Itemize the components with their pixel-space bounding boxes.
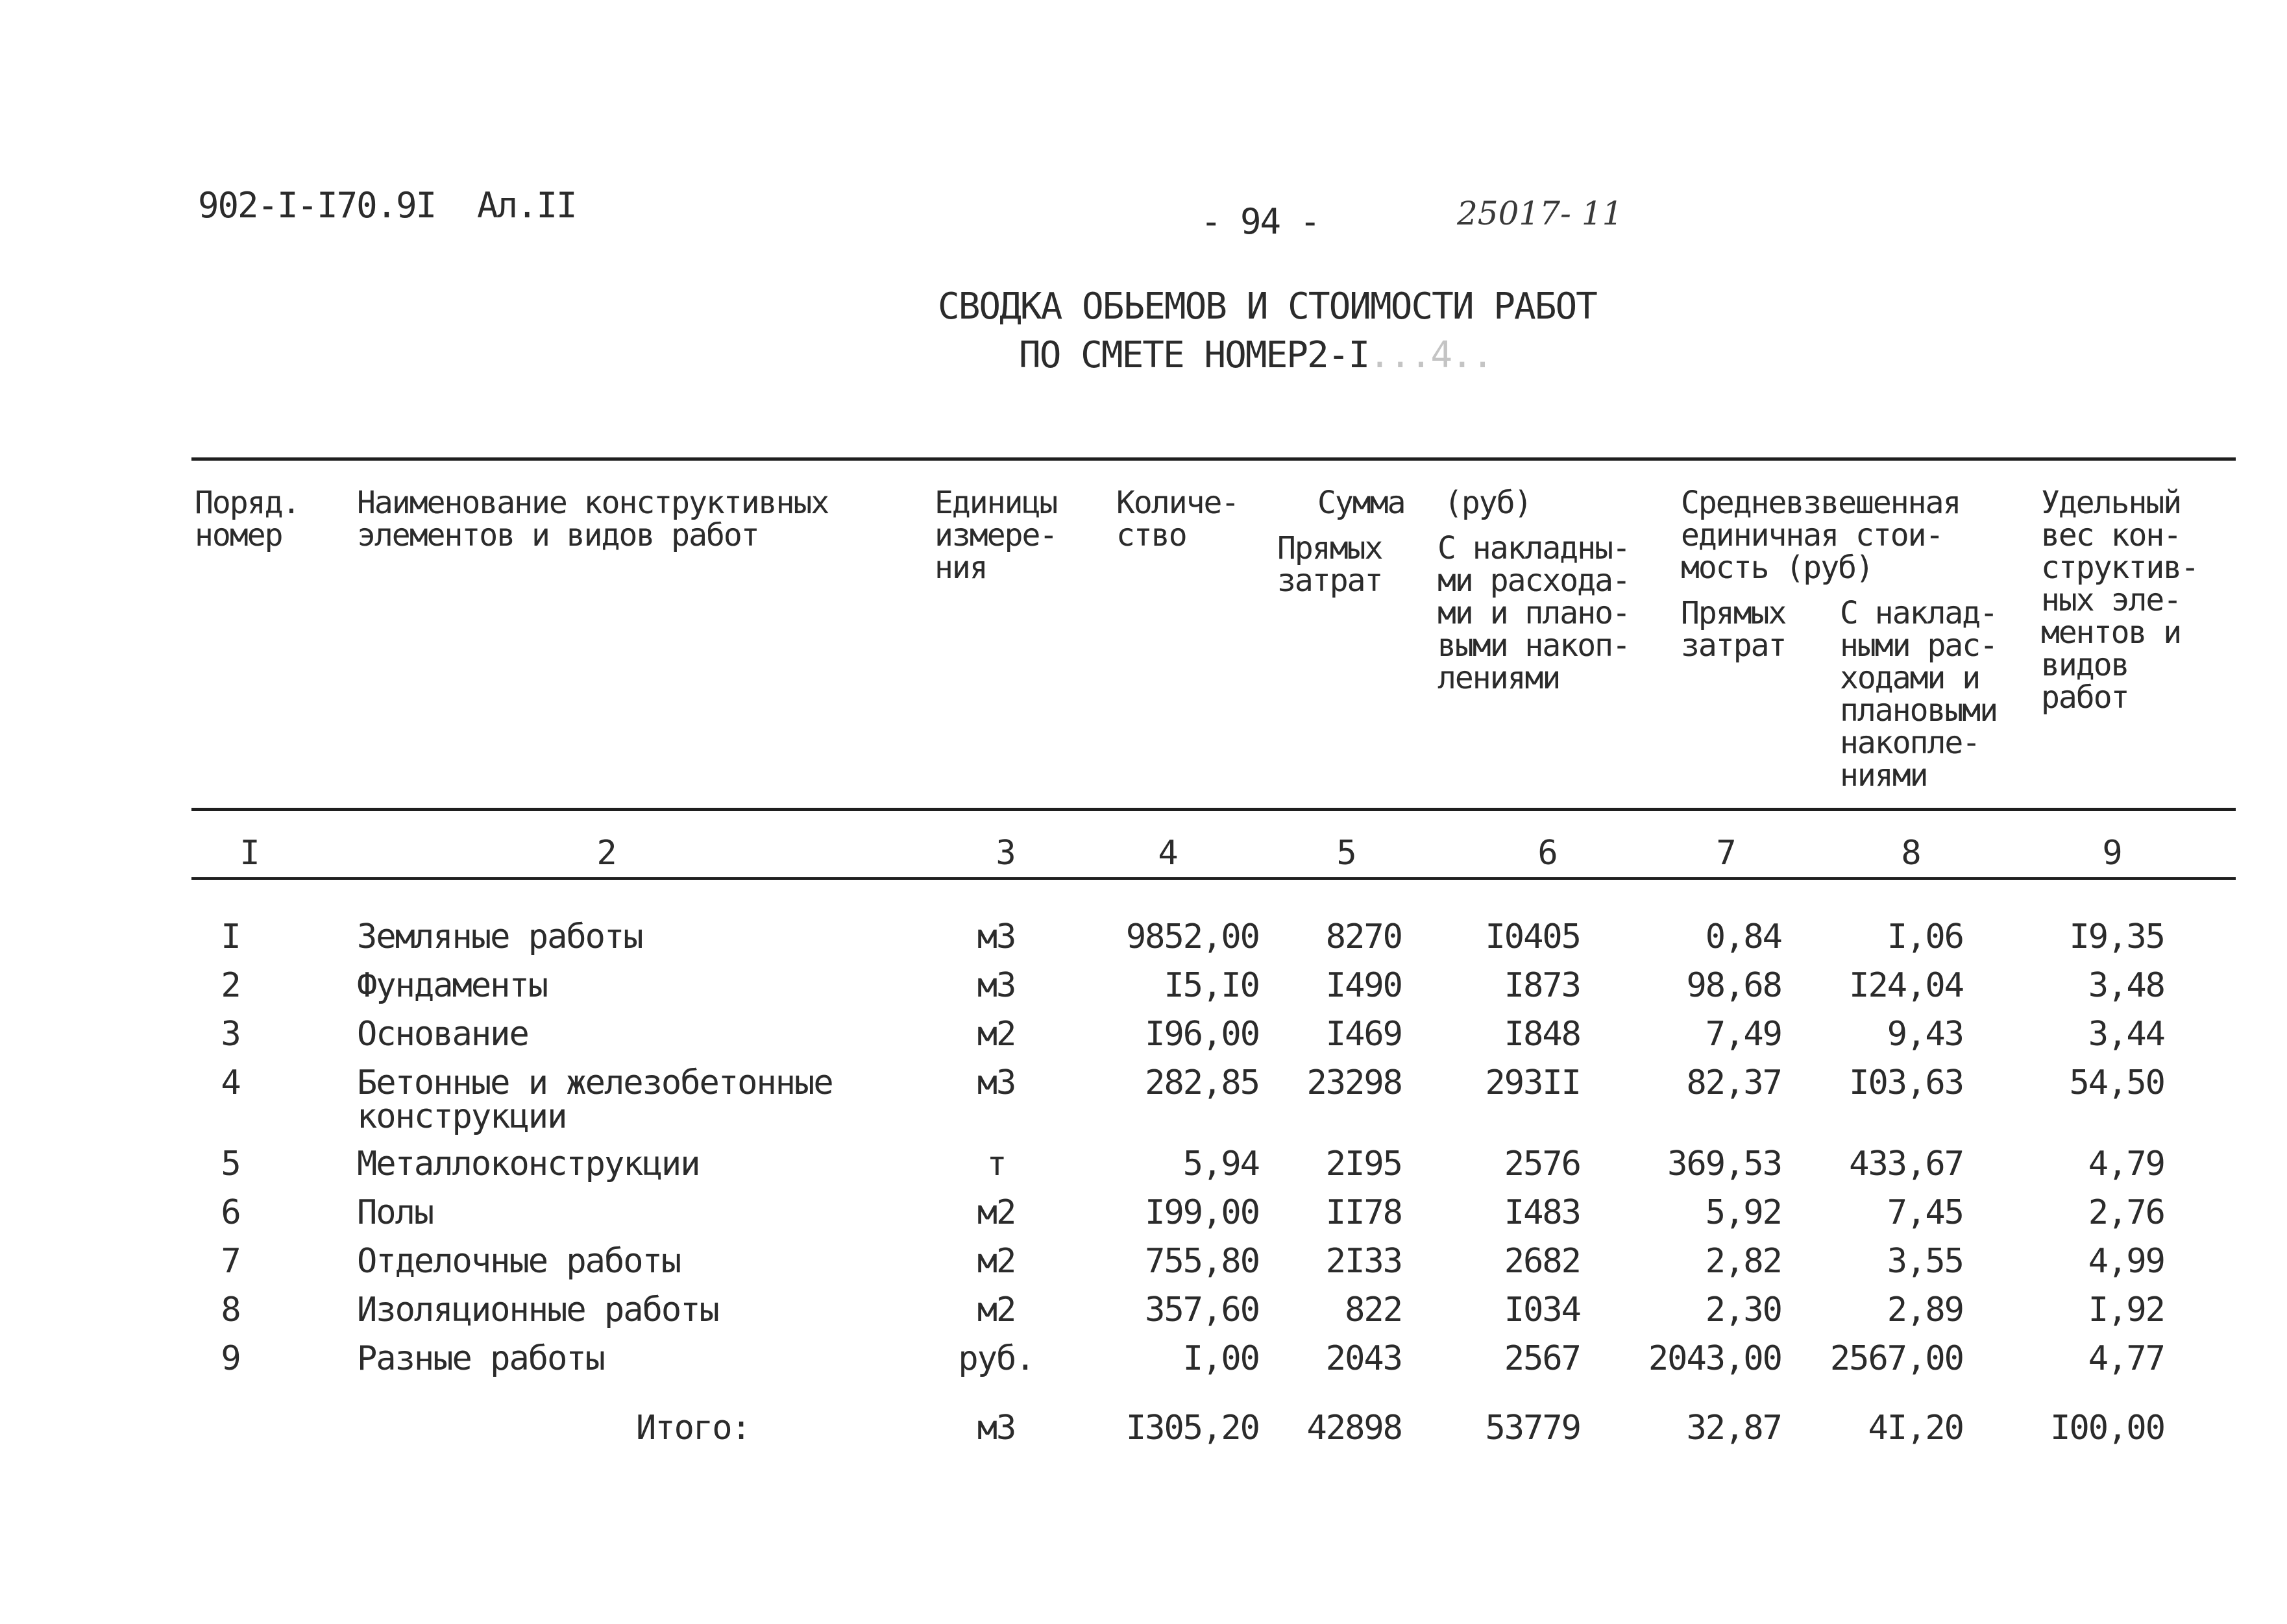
row-share: 2,76	[2088, 1193, 2164, 1232]
row-quantity: 755,80	[1145, 1242, 1259, 1281]
header-bottom-rule	[191, 808, 2236, 811]
header-avg-group: Средневзвешенная единичная стои- мость (руб)	[1681, 485, 1961, 586]
row-quantity: 9852,00	[1125, 917, 1259, 956]
header-avg-direct: Прямых затрат	[1681, 595, 1786, 664]
handwritten-code: 25017- 11	[1457, 195, 1623, 232]
total-avg-direct: 32,87	[1686, 1409, 1781, 1448]
row-avg-with-overhead: 433,67	[1849, 1145, 1963, 1183]
total-label: Итого:	[636, 1409, 750, 1448]
row-unit: т	[986, 1145, 1006, 1183]
header-sum-group-left: Сумма	[1317, 485, 1405, 521]
row-with-overhead: 2576	[1504, 1145, 1580, 1183]
header-quantity: Количе- ство	[1116, 485, 1239, 553]
document-title-line2	[1019, 334, 1492, 376]
row-direct-costs: I469	[1325, 1015, 1402, 1054]
row-number: 5	[221, 1145, 240, 1183]
row-name: Разные работы	[357, 1339, 604, 1378]
row-avg-with-overhead: 3,55	[1887, 1242, 1963, 1281]
row-with-overhead: 2567	[1504, 1339, 1580, 1378]
row-avg-with-overhead: I03,63	[1849, 1063, 1963, 1102]
row-unit: м2	[977, 1242, 1016, 1281]
row-direct-costs: 23298	[1306, 1063, 1402, 1102]
row-name: Полы	[357, 1193, 434, 1232]
row-quantity: I,00	[1182, 1339, 1259, 1378]
total-avg-with-overhead: 4I,20	[1868, 1409, 1963, 1448]
row-avg-direct: 2,30	[1705, 1291, 1781, 1329]
header-with-overhead: С накладны- ми расхода- ми и плано- выми накоп- лениями	[1437, 530, 1630, 696]
row-unit: м2	[977, 1015, 1016, 1054]
row-avg-direct: 5,92	[1705, 1193, 1781, 1232]
total-direct-costs: 42898	[1306, 1409, 1402, 1448]
row-quantity: I5,I0	[1164, 966, 1259, 1005]
row-share: 4,77	[2088, 1339, 2164, 1378]
row-direct-costs: 8270	[1325, 917, 1402, 956]
estimate-number: 2-I	[1307, 334, 1369, 376]
row-number: I	[221, 917, 240, 956]
row-share: 4,79	[2088, 1145, 2164, 1183]
row-share: I,92	[2088, 1291, 2164, 1329]
row-share: 3,44	[2088, 1015, 2164, 1054]
estimate-number-faded: ...4..	[1369, 334, 1493, 376]
header-unit: Единицы измере- ния	[935, 485, 1057, 586]
row-quantity: I96,00	[1145, 1015, 1259, 1054]
row-number: 6	[221, 1193, 240, 1232]
header-row-number: Поряд. номер	[195, 485, 300, 553]
row-quantity: 5,94	[1182, 1145, 1259, 1183]
row-with-overhead: I848	[1504, 1015, 1580, 1054]
header-avg-with-overhead: С наклад- ными рас- ходами и плановыми накопле- ниями	[1840, 595, 1998, 794]
row-number: 7	[221, 1242, 240, 1281]
row-unit: м3	[977, 917, 1016, 956]
row-quantity: 282,85	[1145, 1063, 1259, 1102]
row-name: Отделочные работы	[357, 1242, 681, 1281]
row-quantity: 357,60	[1145, 1291, 1259, 1329]
row-direct-costs: II78	[1325, 1193, 1402, 1232]
row-name: Земляные работы	[357, 917, 642, 956]
column-number: 3	[996, 834, 1016, 873]
column-number: 7	[1716, 834, 1737, 873]
column-number: 6	[1537, 834, 1558, 873]
row-avg-direct: 0,84	[1705, 917, 1781, 956]
row-share: I9,35	[2069, 917, 2164, 956]
row-avg-with-overhead: I,06	[1887, 917, 1963, 956]
column-number: 5	[1336, 834, 1357, 873]
row-avg-with-overhead: 2,89	[1887, 1291, 1963, 1329]
page-number: - 94 -	[1201, 201, 1320, 242]
column-number: 4	[1158, 834, 1179, 873]
row-number: 2	[221, 966, 240, 1005]
row-avg-direct: 82,37	[1686, 1063, 1781, 1102]
row-with-overhead: 293II	[1485, 1063, 1580, 1102]
row-name: Изоляционные работы	[357, 1291, 718, 1329]
row-quantity: I99,00	[1145, 1193, 1259, 1232]
row-direct-costs: 2I33	[1325, 1242, 1402, 1281]
album-number: Ал.II	[477, 185, 576, 226]
row-number: 4	[221, 1063, 240, 1102]
row-unit: руб.	[958, 1339, 1034, 1378]
row-name: Фундаменты	[357, 966, 548, 1005]
total-unit: м3	[977, 1409, 1016, 1448]
row-avg-with-overhead: 2567,00	[1829, 1339, 1963, 1378]
row-number: 3	[221, 1015, 240, 1054]
row-name: Металлоконструкции	[357, 1145, 700, 1183]
row-avg-direct: 2,82	[1705, 1242, 1781, 1281]
row-name: Бетонные и железобетонные конструкции	[357, 1063, 833, 1136]
total-with-overhead: 53779	[1485, 1409, 1580, 1448]
row-direct-costs: I490	[1325, 966, 1402, 1005]
header-element-name: Наименование конструктивных элементов и видов работ	[357, 485, 829, 553]
total-quantity: I305,20	[1125, 1409, 1259, 1448]
row-avg-with-overhead: I24,04	[1849, 966, 1963, 1005]
header-sum-group-right: (руб)	[1444, 485, 1532, 521]
row-avg-direct: 2043,00	[1648, 1339, 1781, 1378]
column-number: 2	[596, 834, 617, 873]
column-number: 8	[1901, 834, 1922, 873]
row-avg-direct: 369,53	[1667, 1145, 1781, 1183]
table-top-rule	[191, 457, 2236, 461]
row-with-overhead: 2682	[1504, 1242, 1580, 1281]
column-number-rule	[191, 877, 2236, 880]
row-share: 54,50	[2069, 1063, 2164, 1102]
row-with-overhead: I873	[1504, 966, 1580, 1005]
row-unit: м3	[977, 966, 1016, 1005]
row-with-overhead: I483	[1504, 1193, 1580, 1232]
row-direct-costs: 822	[1345, 1291, 1402, 1329]
header-direct-costs: Прямых затрат	[1277, 530, 1382, 599]
total-share: I00,00	[2050, 1409, 2164, 1448]
row-share: 4,99	[2088, 1242, 2164, 1281]
row-with-overhead: I034	[1504, 1291, 1580, 1329]
row-avg-with-overhead: 9,43	[1887, 1015, 1963, 1054]
row-avg-direct: 7,49	[1705, 1015, 1781, 1054]
document-code: 902-I-I70.9I	[198, 185, 436, 226]
row-with-overhead: I0405	[1485, 917, 1580, 956]
column-number: I	[239, 834, 260, 873]
document-title-line1: СВОДКА ОБЬЕМОВ И СТОИМОСТИ РАБОТ	[938, 285, 1596, 328]
row-unit: м2	[977, 1291, 1016, 1329]
row-avg-direct: 98,68	[1686, 966, 1781, 1005]
header-share: Удельный вес кон- структив- ных эле- ментов и видов работ	[2041, 485, 2199, 716]
row-unit: м3	[977, 1063, 1016, 1102]
row-unit: м2	[977, 1193, 1016, 1232]
row-number: 9	[221, 1339, 240, 1378]
row-avg-with-overhead: 7,45	[1887, 1193, 1963, 1232]
row-direct-costs: 2I95	[1325, 1145, 1402, 1183]
title-prefix: ПО СМЕТЕ НОМЕР	[1019, 334, 1308, 376]
row-name: Основание	[357, 1015, 528, 1054]
row-share: 3,48	[2088, 966, 2164, 1005]
row-direct-costs: 2043	[1325, 1339, 1402, 1378]
row-number: 8	[221, 1291, 240, 1329]
column-number: 9	[2102, 834, 2123, 873]
